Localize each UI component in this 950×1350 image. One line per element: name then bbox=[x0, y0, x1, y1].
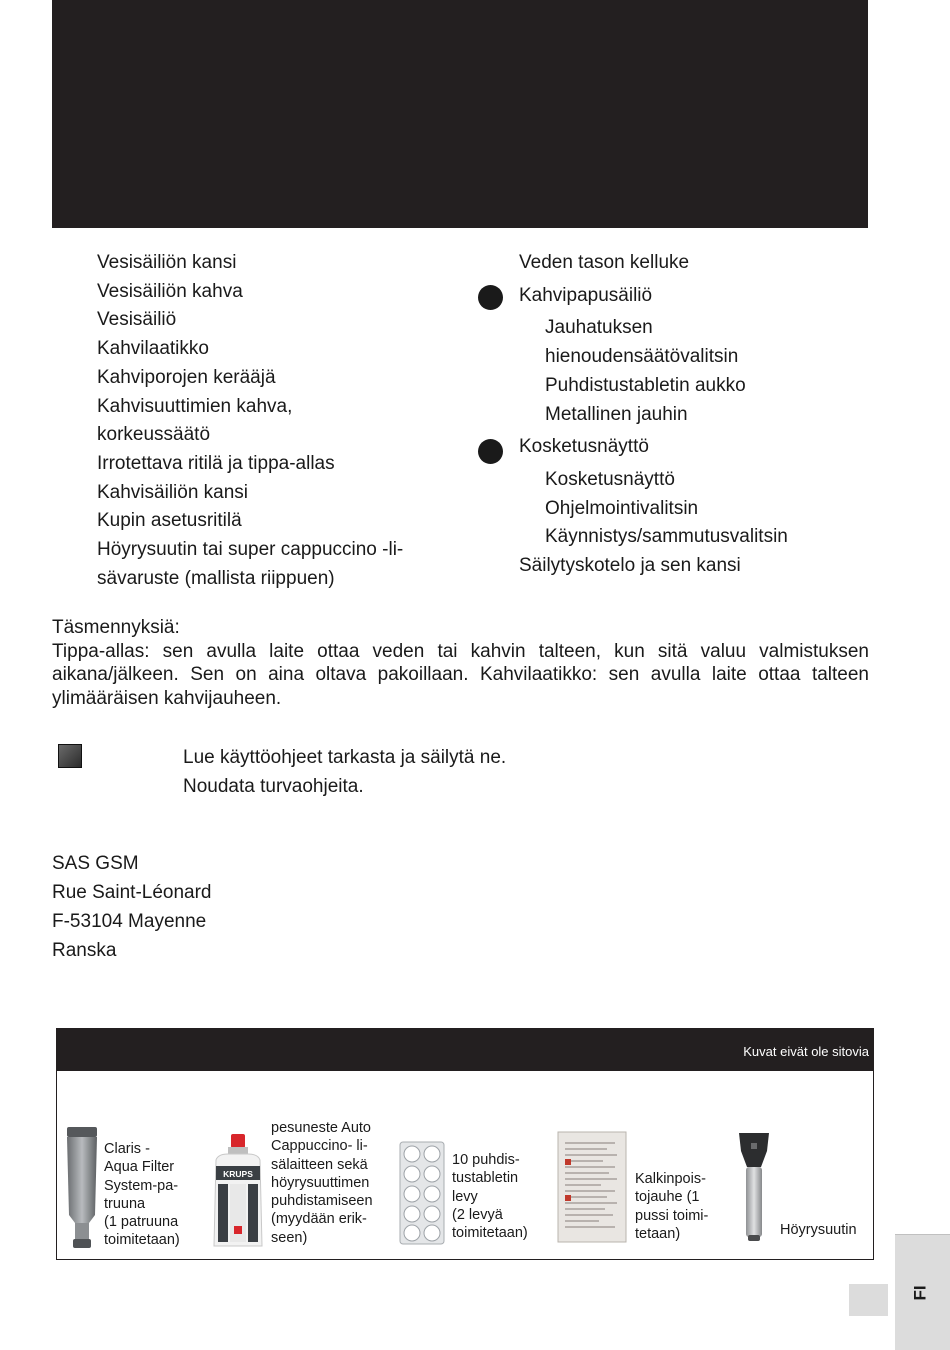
notes-heading: Täsmennyksiä: bbox=[52, 617, 180, 638]
safety-line: Lue käyttöohjeet tarkasta ja säilytä ne. bbox=[183, 747, 507, 768]
language-tab bbox=[895, 1234, 950, 1350]
sub-item: Metallinen jauhin bbox=[545, 403, 688, 425]
sub-item: Käynnistys/sammutusvalitsin bbox=[545, 526, 788, 548]
list-item: Kahvisuuttimien kahva, bbox=[97, 395, 293, 417]
list-item: Kahviporojen kerääjä bbox=[97, 366, 276, 388]
list-item: Kahvilaatikko bbox=[97, 338, 209, 360]
sub-item: hienoudensäätövalitsin bbox=[545, 346, 739, 368]
steam-nozzle-image bbox=[735, 1131, 773, 1243]
list-item: Vesisäiliön kahva bbox=[97, 280, 243, 302]
bullet-display bbox=[478, 439, 503, 464]
manufacturer-address bbox=[52, 849, 212, 965]
accessory-label: pesuneste Auto Cappuccino- li- sälaitteen sekä höyrysuuttimen puhdistamiseen (myydään erik- seen) bbox=[271, 1120, 373, 1246]
list-item-bean-container: Kahvipapusäiliö bbox=[519, 284, 653, 306]
cleaning-tablets-image bbox=[399, 1141, 445, 1245]
list-item: Höyrysuutin tai super cappuccino -li- bbox=[97, 539, 404, 561]
bottle-brand: KRUPS bbox=[223, 1169, 253, 1179]
address-line: SAS GSM bbox=[52, 853, 139, 874]
accessory-label: Kalkinpois- tojauhe (1 pussi toimi- tetaan) bbox=[635, 1171, 709, 1242]
sub-item: Kosketusnäyttö bbox=[545, 468, 675, 490]
page-number-box bbox=[849, 1284, 888, 1316]
sub-item: Jauhatuksen bbox=[545, 317, 653, 339]
accessory-label: Höyrysuutin bbox=[780, 1222, 857, 1238]
disclaimer: Kuvat eivät ole sitovia bbox=[743, 1044, 869, 1059]
filter-cartridge-image bbox=[65, 1127, 99, 1249]
accessories-panel bbox=[56, 1028, 874, 1260]
list-item-float: Veden tason kelluke bbox=[519, 252, 690, 273]
accessories-header bbox=[57, 1029, 873, 1071]
address-line: Ranska bbox=[52, 940, 117, 961]
list-item-storage: Säilytyskotelo ja sen kansi bbox=[519, 555, 741, 577]
notes-section bbox=[52, 616, 869, 710]
safety-notice bbox=[183, 743, 506, 801]
warning-icon bbox=[58, 744, 82, 768]
notes-text: Tippa-allas: sen avulla laite ottaa veden tai kahvin talteen, kun sitä valuu valmistuksen aikana/jälkeen. Sen on aina oltava pakoillaan. Kahvilaatikko: sen avulla laite ottaa talteen ylimääräisen kahvijauheen. bbox=[52, 640, 869, 709]
safety-line: Noudata turvaohjeita. bbox=[183, 776, 364, 797]
sub-item: Puhdistustabletin aukko bbox=[545, 374, 746, 396]
list-item-display: Kosketusnäyttö bbox=[519, 436, 649, 458]
list-item: korkeussäätö bbox=[97, 424, 211, 446]
list-item: Kahvisäiliön kansi bbox=[97, 481, 249, 503]
list-item: Vesisäiliö bbox=[97, 309, 177, 331]
cleaning-bottle-image bbox=[212, 1134, 264, 1249]
accessory-label: 10 puhdis- tustabletin levy (2 levyä toimitetaan) bbox=[452, 1152, 528, 1242]
list-item: Kupin asetusritilä bbox=[97, 510, 242, 532]
component-list-left bbox=[97, 249, 442, 593]
sub-item: Ohjelmointivalitsin bbox=[545, 497, 699, 519]
language-code: FI bbox=[910, 1285, 930, 1301]
list-item: sävaruste (mallista riippuen) bbox=[97, 567, 335, 589]
descaling-sachet-image bbox=[557, 1131, 627, 1243]
list-item: Vesisäiliön kansi bbox=[97, 252, 237, 273]
header-band bbox=[52, 0, 868, 228]
address-line: F-53104 Mayenne bbox=[52, 911, 207, 932]
list-item: Irrotettava ritilä ja tippa-allas bbox=[97, 452, 335, 474]
component-list-right bbox=[519, 249, 859, 581]
accessory-label: Claris - Aqua Filter System-pa- truuna (1 patruuna toimitetaan) bbox=[104, 1141, 180, 1249]
address-line: Rue Saint-Léonard bbox=[52, 882, 212, 903]
bullet-bean-container bbox=[478, 285, 503, 310]
